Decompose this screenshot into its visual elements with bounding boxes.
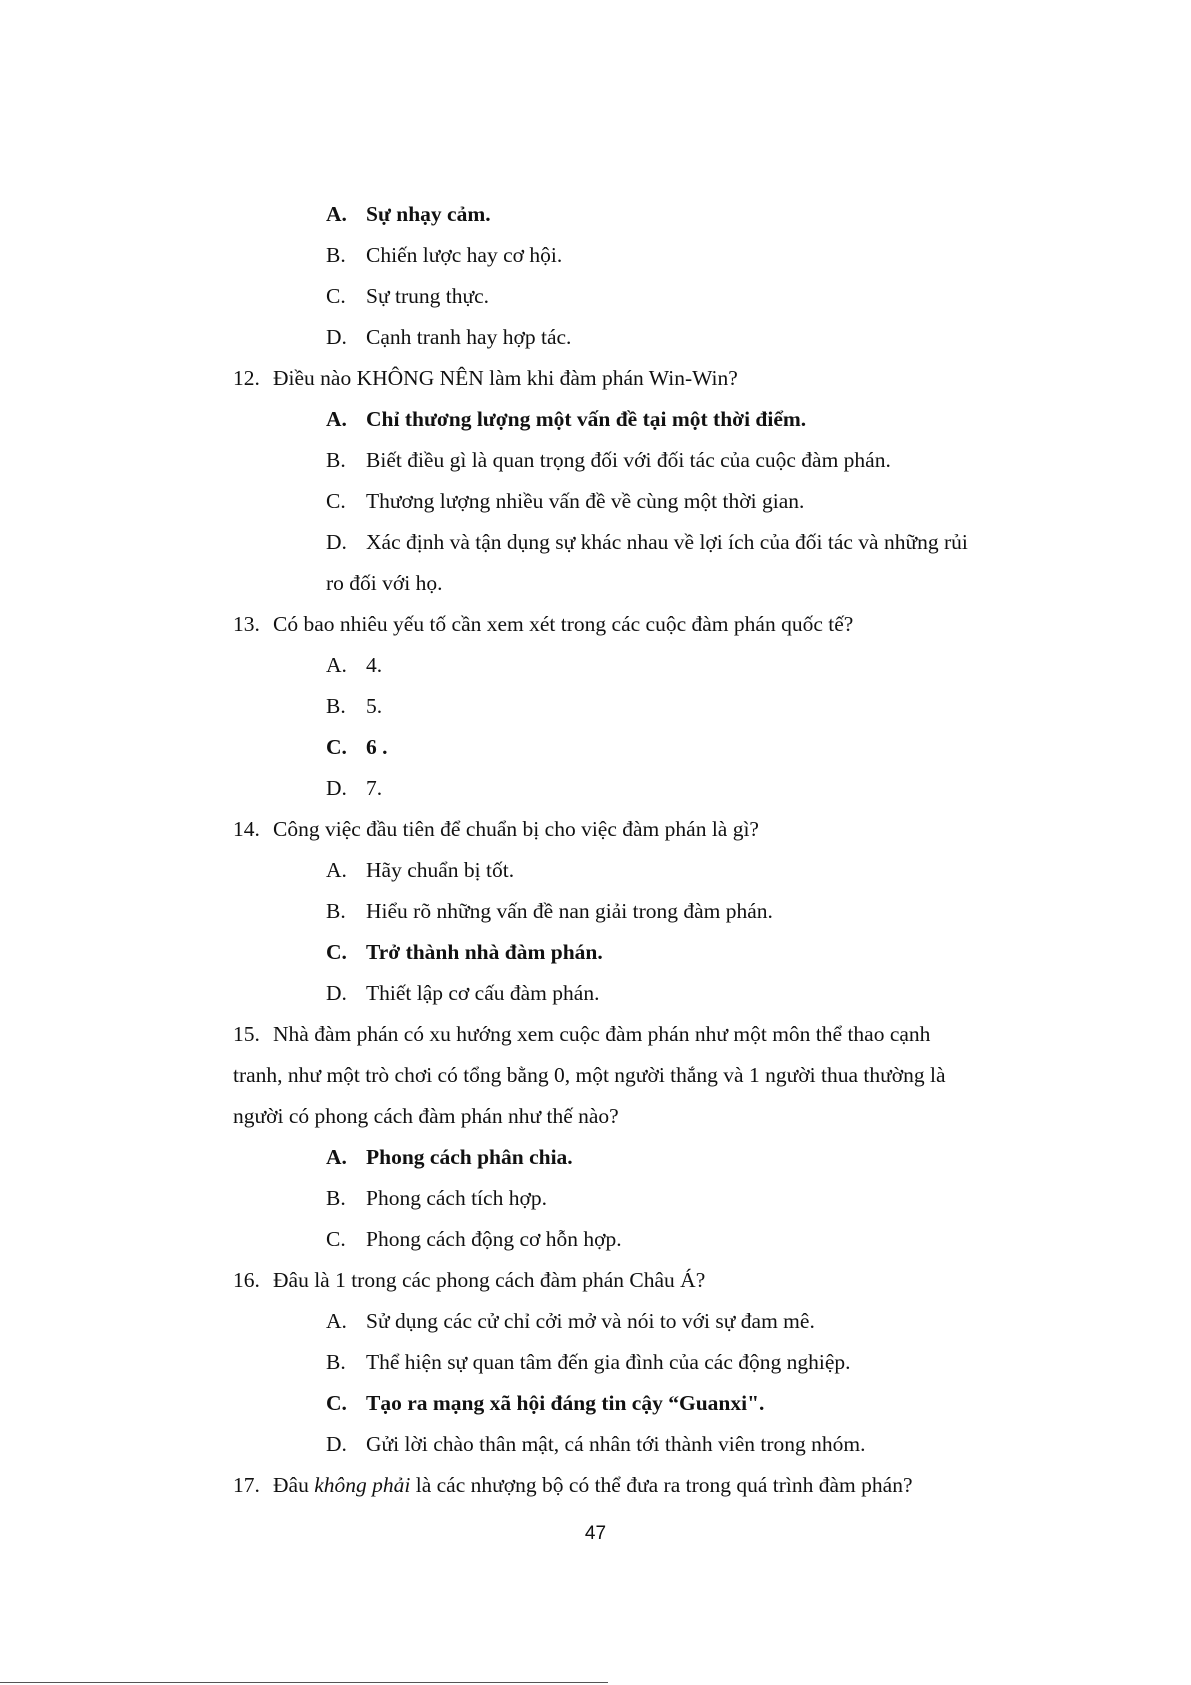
q17-emphasis: không phải <box>314 1473 411 1497</box>
q11-option-d: D. Cạnh tranh hay hợp tác. <box>326 325 572 349</box>
q12-question: 12. Điều nào KHÔNG NÊN làm khi đàm phán Win-Win? <box>233 366 738 390</box>
q13-option-c: C. 6 . <box>326 735 388 759</box>
q12-option-d: D. Xác định và tận dụng sự khác nhau về lợi ích của đối tác và những rủi <box>326 530 968 554</box>
q15-question-line-3: người có phong cách đàm phán như thế nào? <box>233 1104 619 1128</box>
q16-option-d: D. Gửi lời chào thân mật, cá nhân tới thành viên trong nhóm. <box>326 1432 866 1456</box>
q16-option-c: C. Tạo ra mạng xã hội đáng tin cậy “Guanxi". <box>326 1391 765 1415</box>
footer-rule <box>0 1682 608 1683</box>
q12-option-b: B. Biết điều gì là quan trọng đối với đối tác của cuộc đàm phán. <box>326 448 891 472</box>
q14-option-c: C. Trở thành nhà đàm phán. <box>326 940 603 964</box>
q14-option-b: B. Hiểu rõ những vấn đề nan giải trong đàm phán. <box>326 899 773 923</box>
q13-option-d: D. 7. <box>326 776 383 800</box>
q15-question: 15. Nhà đàm phán có xu hướng xem cuộc đàm phán như một môn thể thao cạnh <box>233 1022 931 1046</box>
q16-option-a: A. Sử dụng các cử chỉ cởi mở và nói to với sự đam mê. <box>326 1309 815 1333</box>
q17-question: 17. Đâu không phải là các nhượng bộ có thể đưa ra trong quá trình đàm phán? <box>233 1473 913 1497</box>
q15-option-b: B. Phong cách tích hợp. <box>326 1186 547 1210</box>
q15-question-line-2: tranh, như một trò chơi có tổng bằng 0, một người thắng và 1 người thua thường là <box>233 1063 946 1087</box>
page-number: 47 <box>584 1523 607 1544</box>
q15-option-c: C. Phong cách động cơ hỗn hợp. <box>326 1227 622 1251</box>
q14-question: 14. Công việc đầu tiên để chuẩn bị cho việc đàm phán là gì? <box>233 817 759 841</box>
q14-option-a: A. Hãy chuẩn bị tốt. <box>326 858 515 882</box>
q15-option-a: A. Phong cách phân chia. <box>326 1145 573 1169</box>
q16-option-b: B. Thể hiện sự quan tâm đến gia đình của các động nghiệp. <box>326 1350 851 1374</box>
q12-option-a: A. Chỉ thương lượng một vấn đề tại một thời điểm. <box>326 407 807 431</box>
q13-option-b: B. 5. <box>326 694 383 718</box>
q11-option-b: B. Chiến lược hay cơ hội. <box>326 243 563 267</box>
q14-option-d: D. Thiết lập cơ cấu đàm phán. <box>326 981 600 1005</box>
q16-question: 16. Đâu là 1 trong các phong cách đàm phán Châu Á? <box>233 1268 706 1292</box>
q13-question: 13. Có bao nhiêu yếu tố cần xem xét trong các cuộc đàm phán quốc tế? <box>233 612 854 636</box>
q13-option-a: A. 4. <box>326 653 383 677</box>
q11-option-c: C. Sự trung thực. <box>326 284 490 308</box>
q12-option-c: C. Thương lượng nhiều vấn đề về cùng một thời gian. <box>326 489 805 513</box>
q12-option-d-continuation: ro đối với họ. <box>326 571 443 595</box>
q11-option-a: A. Sự nhạy cảm. <box>326 202 491 226</box>
